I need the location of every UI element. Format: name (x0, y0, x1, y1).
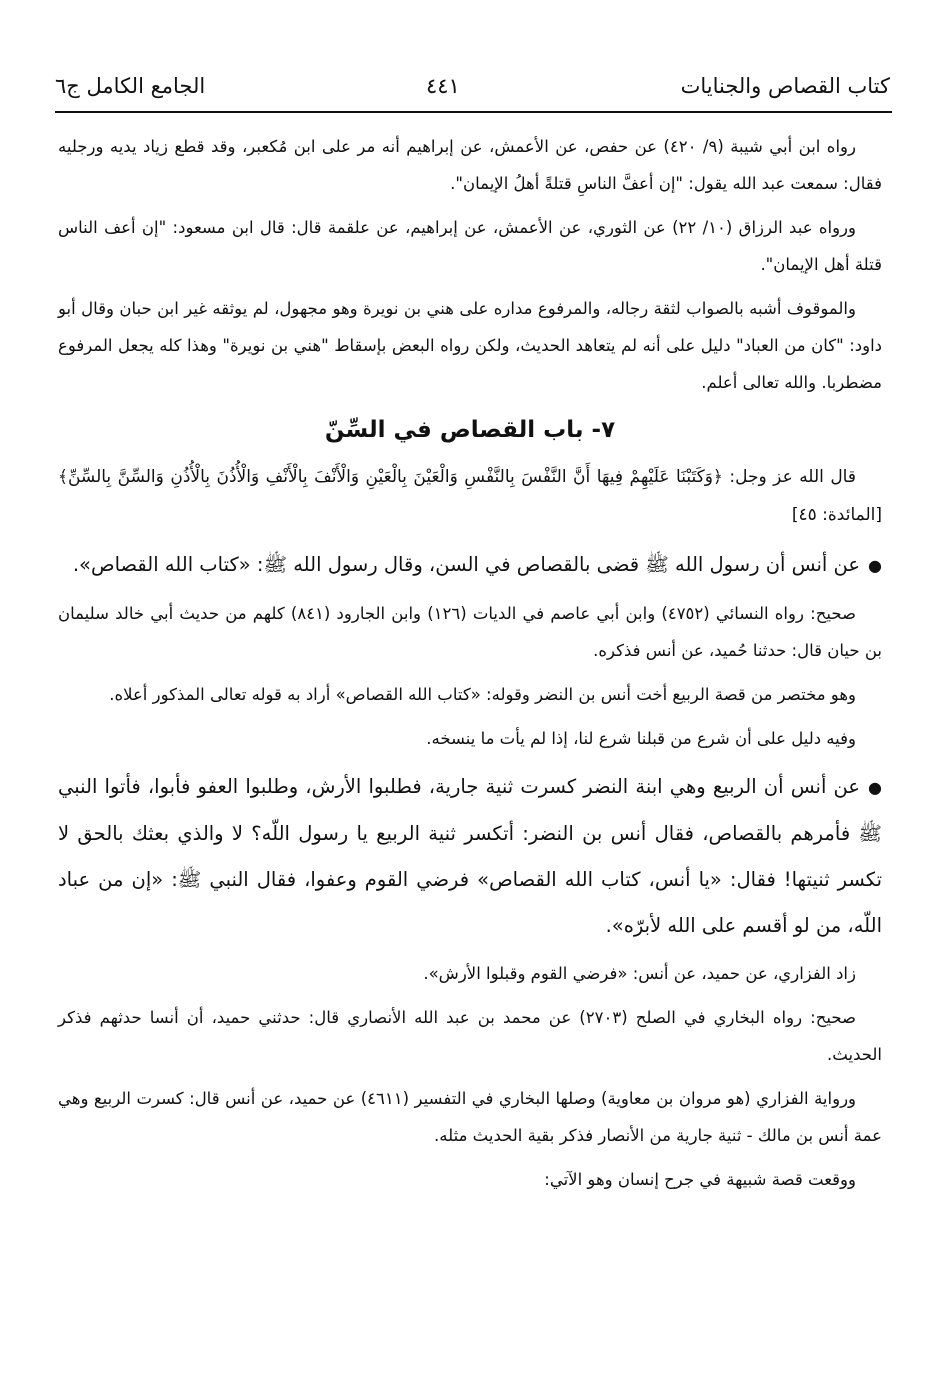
takhrij-paragraph: ورواية الفزاري (هو مروان بن معاوية) وصلها البخاري في التفسير (٤٦١١) عن حميد، عن أنس قال: كسرت الربيع وهي عمة أنس بن مالك - ثنية جارية من الأنصار فذكر بقية الحديث مثله. (58, 1089, 882, 1145)
collection-title: الجامع الكامل ج٦ (55, 74, 206, 98)
commentary-paragraph: وفيه دليل على أن شرع من قبلنا شرع لنا، إذا لم يأت ما ينسخه. (426, 729, 856, 748)
hadith-body: عن أنس أن رسول الله ﷺ قضى بالقصاص في السن، وقال رسول الله ﷺ: «كتاب الله القصاص». (72, 553, 861, 576)
bullet-icon: ● (868, 556, 882, 575)
takhrij-paragraph: صحيح: رواه النسائي (٤٧٥٢) وابن أبي عاصم في الديات (١٢٦) وابن الجارود (٨٤١) كلهم من حديث أبي خالد سليمان بن حيان قال: حدثنا حُميد، عن أنس فذكره. (58, 604, 882, 660)
header-divider (55, 111, 892, 113)
takhrij-paragraph: رواه ابن أبي شيبة (٩/ ٤٢٠) عن حفص، عن الأعمش، عن إبراهيم أنه مر على ابن مُكعبر، وقد قطع زياد يديه ورجليه فقال: سمعت عبد الله يقول: "إن أعفَّ الناسِ قتلةً أهلُ الإيمان". (58, 137, 882, 193)
page-number: ٤٤١ (425, 74, 460, 98)
running-header (55, 64, 890, 108)
bullet-icon: ● (868, 778, 882, 797)
hadith-body: عن أنس أن الربيع وهي ابنة النضر كسرت ثنية جارية، فطلبوا الأرش، وطلبوا العفو فأبوا، فأتوا النبي ﷺ فأمرهم بالقصاص، فقال أنس بن النضر: أتكسر ثنية الربيع يا رسول اللّه؟ لا والذي بعثك بالحق لا تكسر ثنيتها! فقال: «يا أنس، كتاب الله القصاص» فرضي القوم وعفوا، فقال النبي ﷺ: «إن من عباد اللّه، من لو أقسم على الله لأبرّه». (58, 775, 882, 937)
quran-verse: قال الله عز وجل: ﴿وَكَتَبْنَا عَلَيْهِمْ فِيهَا أَنَّ النَّفْسَ بِالنَّفْسِ وَالْعَيْنَ بِالْعَيْنِ وَالْأَنْفَ بِالْأَنْفِ وَالْأُذُنَ بِالْأُذُنِ وَالسِّنَّ بِالسِّنِّ﴾ [المائدة: ٤٥] (58, 467, 882, 525)
chapter-heading: ٧- باب القصاص في السِّنّ (324, 417, 616, 443)
page-body (58, 128, 882, 1205)
takhrij-paragraph: صحيح: رواه البخاري في الصلح (٢٧٠٣) عن محمد بن عبد الله الأنصاري قال: حدثني حميد، أن أنسا حدثهم فذكر الحديث. (58, 1008, 882, 1064)
addition-paragraph: زاد الفزاري، عن حميد، عن أنس: «فرضي القوم وقبلوا الأرش». (423, 964, 856, 983)
takhrij-paragraph: والموقوف أشبه بالصواب لثقة رجاله، والمرفوع مداره على هني بن نويرة وهو مجهول، لم يوثقه غير ابن حبان وقال أبو داود: "كان من العباد" دليل على أنه لم يتعاهد الحديث، ولكن رواه البعض بإسقاط "هني بن نويرة" وهذا كله يجعل المرفوع مضطربا. والله تعالى أعلم. (58, 299, 882, 392)
commentary-paragraph: وهو مختصر من قصة الربيع أخت أنس بن النضر وقوله: «كتاب الله القصاص» أراد به قوله تعالى المذكور أعلاه. (109, 685, 856, 704)
book-title: كتاب القصاص والجنايات (680, 74, 890, 98)
commentary-paragraph: ووقعت قصة شبيهة في جرح إنسان وهو الآتي: (544, 1170, 856, 1189)
hadith-text (58, 542, 882, 589)
takhrij-paragraph: ورواه عبد الرزاق (١٠/ ٢٢) عن الثوري، عن الأعمش، عن إبراهيم، عن علقمة قال: قال ابن مسعود: "إن أعف الناس قتلة أهل الإيمان". (58, 218, 882, 274)
hadith-text (58, 764, 882, 949)
